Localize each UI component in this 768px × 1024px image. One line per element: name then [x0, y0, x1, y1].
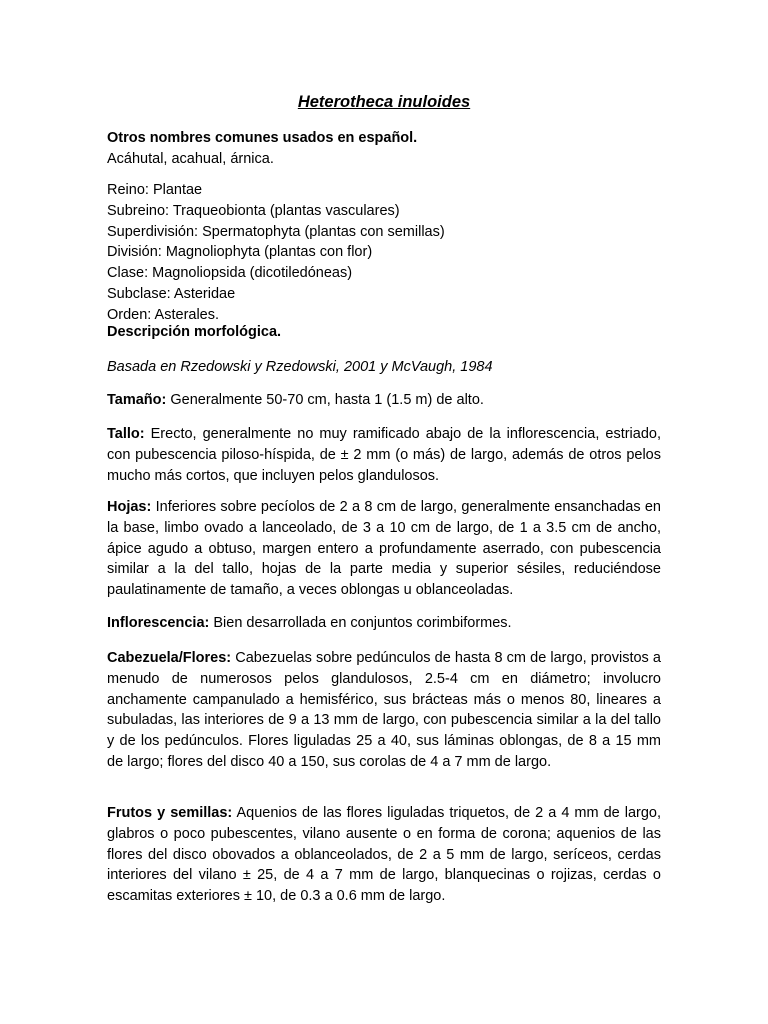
description-heading: Descripción morfológica. — [107, 324, 282, 340]
taxonomy-division: División: Magnoliophyta (plantas con flor) — [107, 244, 373, 261]
inflorescencia-text: Bien desarrollada en conjuntos corimbiformes. — [213, 615, 512, 631]
hojas-label: Hojas: — [107, 499, 152, 515]
cabezuela-text: Cabezuelas sobre pedúnculos de hasta 8 cm de largo, provistos a menudo de numerosos pelos glandulosos, 2.5-4 cm en diámetro; involucro anchamente campanulado a hemisférico, sus brácteas más o menos 80, lineares a subuladas, las interiores de 9 a 13 mm de largo, con pubescencia similar a la del tallo y de los pedúnculos. Flores liguladas 25 a 40, sus láminas oblongas, de 8 a 15 mm de largo; flores del disco 40 a 150, sus corolas de 4 a 7 mm de largo. — [107, 650, 661, 770]
section-cabezuela — [107, 648, 661, 773]
inflorescencia-label: Inflorescencia: — [107, 615, 210, 631]
description-source — [107, 357, 661, 378]
taxonomy-clase: Clase: Magnoliopsida (dicotiledóneas) — [107, 265, 353, 282]
description-section — [107, 322, 661, 343]
section-hojas — [107, 497, 661, 601]
section-tamano — [107, 390, 661, 411]
taxonomy-subclase: Subclase: Asteridae — [107, 285, 236, 302]
tamano-text: Generalmente 50-70 cm, hasta 1 (1.5 m) de alto. — [170, 392, 484, 408]
tamano-label: Tamaño: — [107, 392, 167, 408]
document-title: Heterotheca inuloides — [297, 93, 471, 111]
hojas-text: Inferiores sobre pecíolos de 2 a 8 cm de largo, generalmente ensanchadas en la base, limbo ovado a lanceolado, de 3 a 10 cm de largo, de 1 a 3.5 cm de ancho, ápice agudo a obtuso, margen entero a profundamente aserrado, con pubescencia similar a la del tallo, hojas de la parte media y superior sésiles, reduciéndose paulatinamente de tamaño, a veces oblongas u oblanceoladas. — [107, 499, 661, 599]
frutos-text: Aquenios de las flores liguladas triquetos, de 2 a 4 mm de largo, glabros o poco pubescentes, vilano ausente o en forma de corona; aquenios de las flores del disco obovados a oblanceolados, de 2 a 5 mm de largo, seríceos, cerdas interiores del vilano ± 25, de 4 a 7 mm de largo, blanquecinas o rojizas, cerdas o escamitas exteriores ± 10, de 0.3 a 0.6 mm de largo. — [107, 805, 661, 905]
description-source-text: Basada en Rzedowski y Rzedowski, 2001 y McVaugh, 1984 — [107, 359, 493, 375]
section-inflorescencia — [107, 613, 661, 634]
tallo-label: Tallo: — [107, 426, 145, 442]
common-names-section — [107, 128, 661, 170]
taxonomy-list — [107, 180, 661, 326]
tallo-text: Erecto, generalmente no muy ramificado abajo de la inflorescencia, estriado, con pubescencia piloso-híspida, de ± 2 mm (o más) de largo, además de otros pelos mucho más cortos, que incluyen pelos glandulosos. — [107, 426, 662, 484]
section-tallo — [107, 424, 661, 486]
taxonomy-subreino: Subreino: Traqueobionta (plantas vasculares) — [107, 202, 400, 219]
cabezuela-label: Cabezuela/Flores: — [107, 650, 232, 666]
frutos-label: Frutos y semillas: — [107, 805, 233, 821]
common-names-heading: Otros nombres comunes usados en español. — [107, 130, 418, 146]
section-frutos — [107, 803, 661, 907]
taxonomy-superdivision: Superdivisión: Spermatophyta (plantas con semillas) — [107, 223, 445, 240]
common-names-value: Acáhutal, acahual, árnica. — [107, 150, 274, 167]
taxonomy-orden: Orden: Asterales. — [107, 306, 220, 323]
taxonomy-reino: Reino: Plantae — [107, 182, 203, 198]
